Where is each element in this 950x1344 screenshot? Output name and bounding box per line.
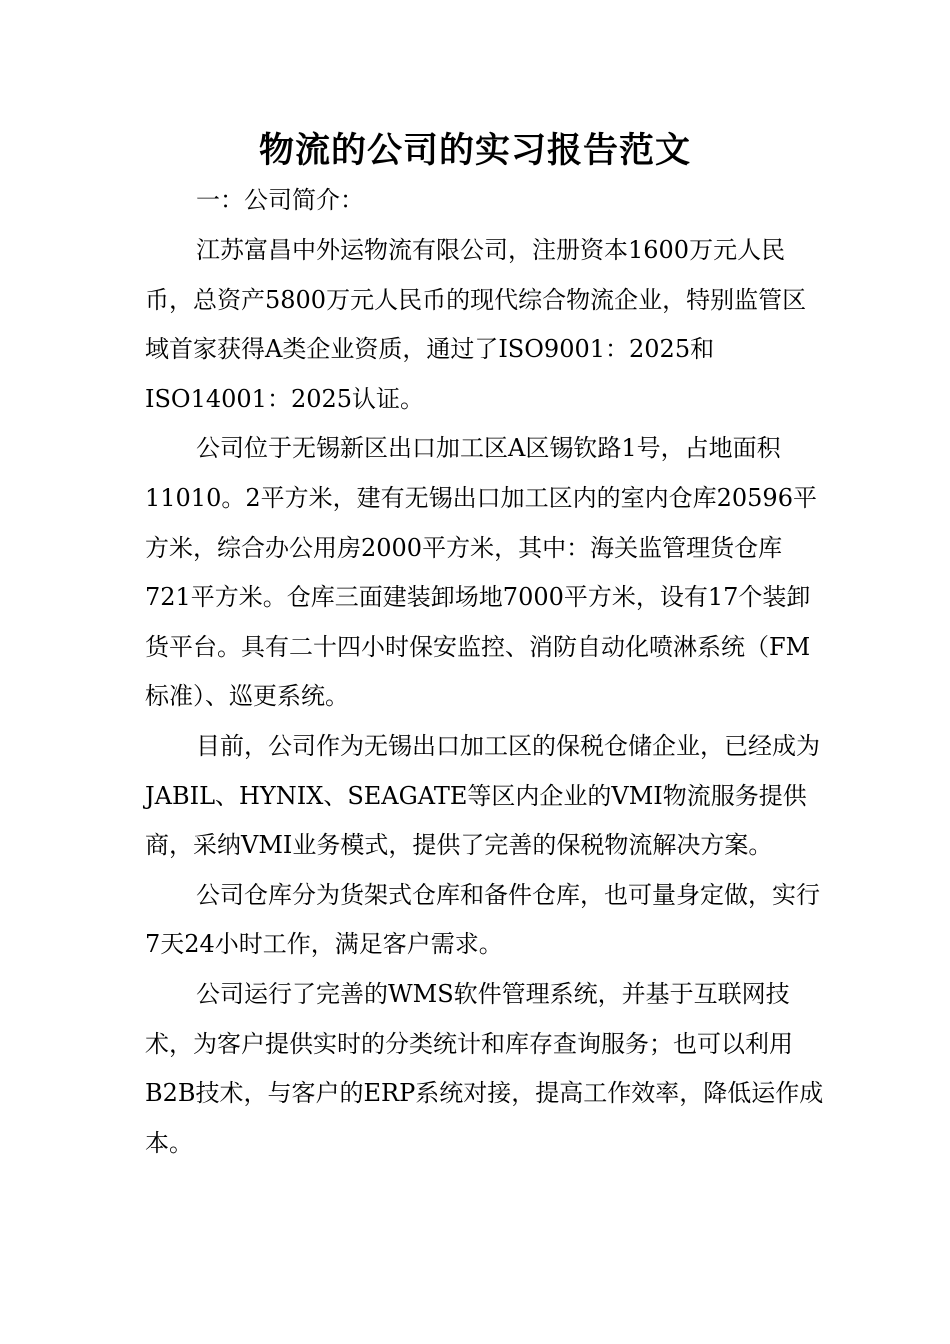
paragraph-warehouse-types: 公司仓库分为货架式仓库和备件仓库，也可量身定做，实行7天24小时工作，满足客户需求。 — [145, 880, 820, 959]
document-body — [145, 226, 825, 1168]
document-title: 物流的公司的实习报告范文 — [258, 131, 691, 171]
section-heading: 一：公司简介： — [196, 186, 364, 214]
paragraph-location-facilities: 公司位于无锡新区出口加工区A区锡钦路1号，占地面积11010。2平方米，建有无锡出口加工区内的室内仓库20596平方米，综合办公用房2000平方米，其中：海关监管理货仓库721平方米。仓库三面建装卸场地7000平方米，设有17个装卸货平台。具有二十四小时保安监控、消防自动化喷淋系统（FM标准）、巡更系统。 — [145, 434, 817, 711]
paragraph-company-overview: 江苏富昌中外运物流有限公司，注册资本1600万元人民币，总资产5800万元人民币的现代综合物流企业，特别监管区域首家获得A类企业资质，通过了ISO9001：2025和ISO14001：2025认证。 — [145, 236, 807, 413]
paragraph-wms-system: 公司运行了完善的WMS软件管理系统，并基于互联网技术，为客户提供实时的分类统计和库存查询服务；也可以利用B2B技术，与客户的ERP系统对接，提高工作效率，降低运作成本。 — [145, 979, 824, 1157]
paragraph-vmi-services: 目前，公司作为无锡出口加工区的保税仓储企业，已经成为JABIL、HYNIX、SEAGATE等区内企业的VMI物流服务提供商，采纳VMI业务模式，提供了完善的保税物流解决方案。 — [145, 731, 820, 860]
